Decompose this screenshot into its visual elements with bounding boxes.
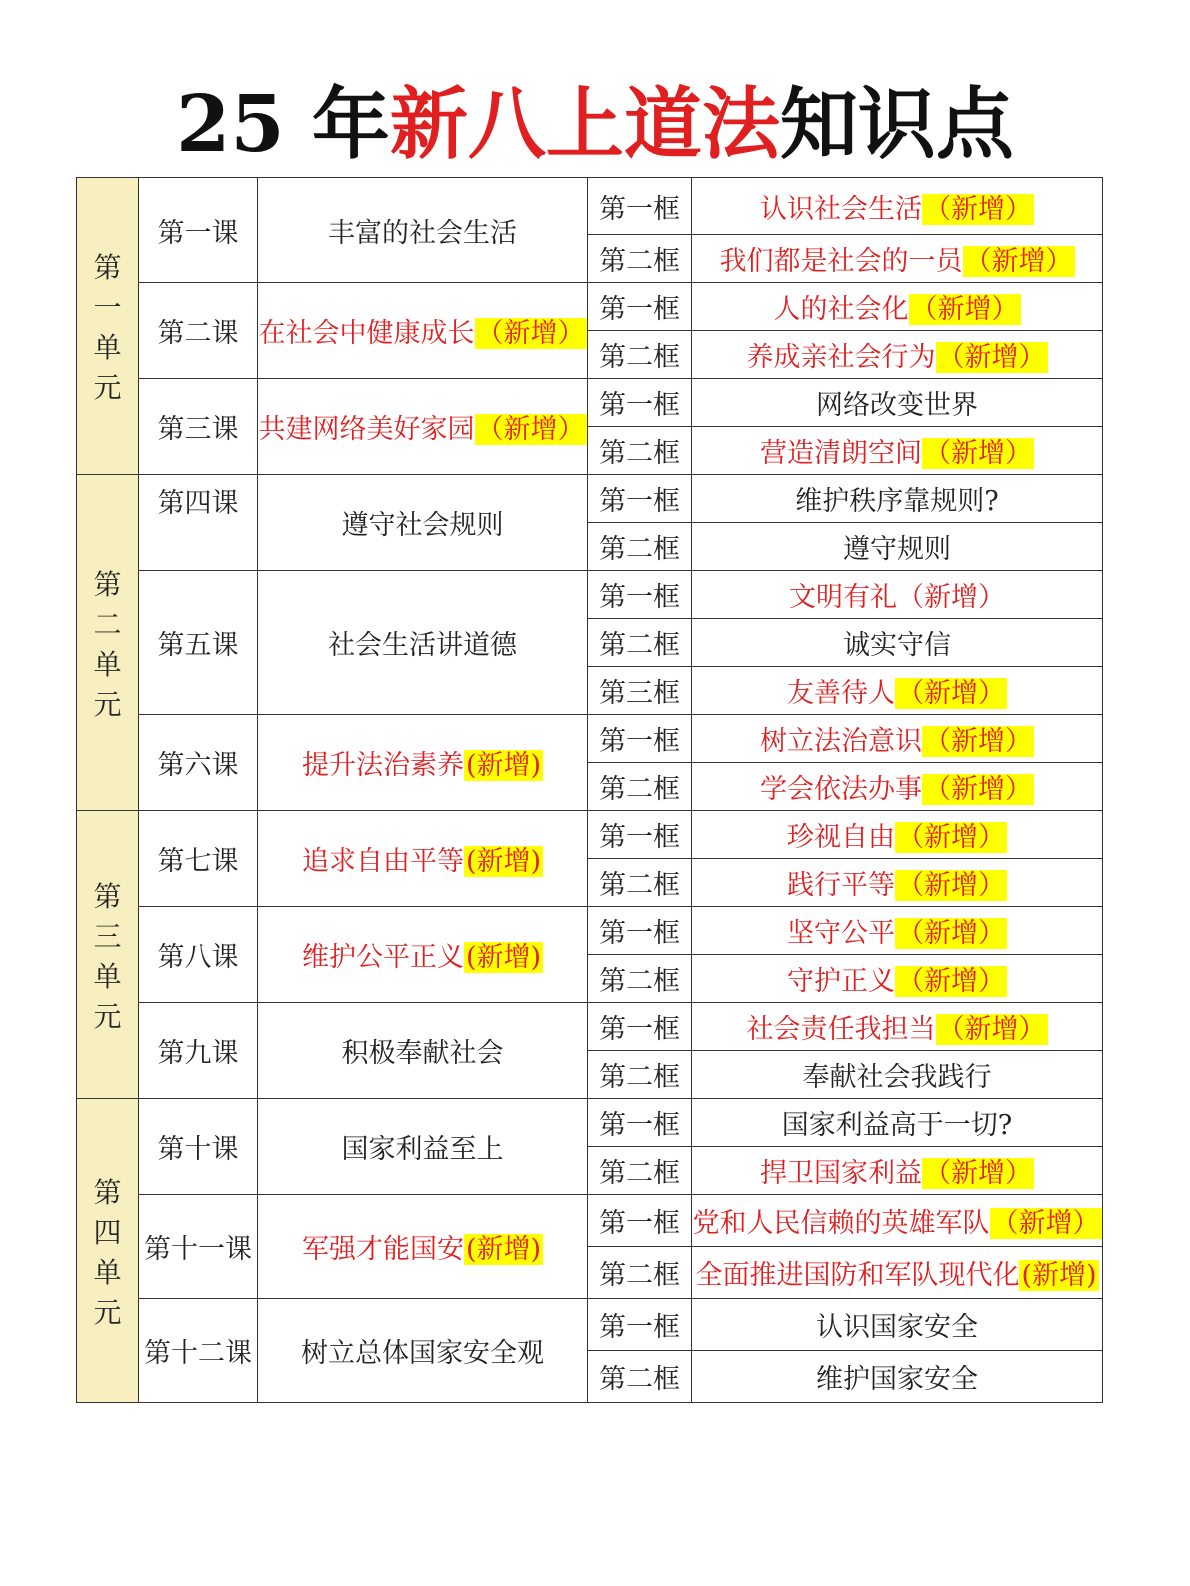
- lesson-number: [139, 379, 258, 475]
- title-highlight: 新八上道法: [389, 79, 780, 170]
- new-tag: （新增）: [897, 966, 1005, 997]
- frame-name: [692, 907, 1103, 955]
- frame-number-text: 第一框: [599, 1110, 680, 1141]
- frame-name: [692, 1299, 1103, 1351]
- frame-number-text: 第一框: [599, 193, 680, 225]
- frame-number-text: 第二框: [599, 534, 680, 565]
- frame-number-text: 第一框: [599, 918, 680, 949]
- frame-name-text: 认识国家安全: [816, 1312, 978, 1343]
- new-tag: (新增): [465, 750, 542, 781]
- frame-name: [692, 667, 1103, 715]
- frame-number-text: 第一框: [599, 390, 680, 421]
- table-row: [77, 1195, 1103, 1247]
- frame-number: [588, 331, 692, 379]
- frame-name-text: 遵守规则: [843, 534, 951, 565]
- lesson-number-text: 第十课: [157, 1134, 239, 1165]
- frame-name: [692, 1051, 1103, 1099]
- frame-number-text: 第一框: [599, 294, 680, 325]
- lesson-name: [258, 178, 588, 283]
- frame-name: [692, 1147, 1103, 1195]
- lesson-name: [258, 571, 588, 715]
- lesson-name: [258, 283, 588, 379]
- frame-name-text: 全面推进国防和军队现代化: [695, 1260, 1020, 1291]
- table-row: [77, 715, 1103, 763]
- frame-name-text: 国家利益高于一切?: [781, 1110, 1013, 1141]
- new-tag: （新增）: [897, 822, 1005, 853]
- table-row: [77, 178, 1103, 235]
- lesson-number: [139, 907, 258, 1003]
- frame-name: [692, 178, 1103, 235]
- frame-name: [692, 1351, 1103, 1403]
- frame-name: [692, 763, 1103, 811]
- frame-name-text: 党和人民信赖的英雄军队: [692, 1208, 990, 1239]
- lesson-number: [139, 1099, 258, 1195]
- frame-name-text: 友善待人: [787, 678, 895, 709]
- frame-number-text: 第二框: [599, 1062, 680, 1093]
- frame-name-text: 认识社会生活: [760, 193, 922, 225]
- lesson-name: [258, 1099, 588, 1195]
- page-title: [0, 80, 1190, 170]
- frame-name: [692, 1003, 1103, 1051]
- table-row: [77, 475, 1103, 523]
- frame-name: [692, 619, 1103, 667]
- unit-char: 二: [93, 607, 122, 641]
- lesson-name: [258, 475, 588, 571]
- frame-number: [588, 283, 692, 331]
- lesson-number: [139, 475, 258, 571]
- frame-name: [692, 523, 1103, 571]
- frame-name-text: 养成亲社会行为: [746, 342, 936, 373]
- lesson-number-text: 第八课: [157, 942, 239, 973]
- frame-number: [588, 1099, 692, 1147]
- lesson-name: [258, 1299, 588, 1403]
- new-tag: （新增）: [964, 246, 1073, 277]
- frame-number-text: 第二框: [599, 342, 680, 373]
- new-tag: (新增): [465, 846, 542, 877]
- new-tag: （新增）: [924, 1158, 1032, 1189]
- new-tag: （新增）: [897, 870, 1005, 901]
- unit-char: 第: [93, 879, 122, 913]
- frame-name: [692, 859, 1103, 907]
- unit-cell: [77, 178, 139, 475]
- new-tag: （新增）: [937, 342, 1046, 373]
- lesson-number-text: 第三课: [157, 414, 239, 445]
- lesson-number-text: 第九课: [157, 1038, 239, 1069]
- frame-name-text: 网络改变世界: [816, 390, 978, 421]
- frame-number-text: 第二框: [599, 774, 680, 805]
- frame-name-text: 珍视自由: [787, 822, 895, 853]
- lesson-name: [258, 715, 588, 811]
- frame-number-text: 第二框: [599, 1364, 680, 1395]
- unit-char: 一: [93, 291, 122, 324]
- frame-number: [588, 1351, 692, 1403]
- frame-number: [588, 178, 692, 235]
- lesson-name: [258, 1195, 588, 1299]
- frame-name-text: 坚守公平: [787, 918, 895, 949]
- new-tag: （新增）: [991, 1208, 1100, 1239]
- frame-name-text: 树立法治意识: [760, 726, 922, 757]
- lesson-name-text: 树立总体国家安全观: [301, 1338, 544, 1369]
- frame-number: [588, 667, 692, 715]
- frame-number: [588, 1247, 692, 1299]
- unit-char: 单: [93, 331, 122, 364]
- unit-char: 元: [93, 371, 122, 404]
- lesson-number-text: 第十一课: [144, 1234, 252, 1265]
- lesson-name: [258, 1003, 588, 1099]
- title-pre: 25 年: [176, 79, 390, 170]
- new-tag: （新增）: [897, 918, 1005, 949]
- frame-number: [588, 907, 692, 955]
- frame-number: [588, 1147, 692, 1195]
- unit-char: 三: [93, 919, 122, 953]
- lesson-name-text: 提升法治素养: [301, 750, 464, 781]
- frame-number-text: 第一框: [599, 822, 680, 853]
- frame-number-text: 第二框: [599, 630, 680, 661]
- frame-name-text: 维护秩序靠规则?: [795, 486, 999, 517]
- unit-char: 元: [93, 687, 122, 721]
- lesson-name-text: 社会生活讲道德: [328, 630, 517, 661]
- table-row: [77, 811, 1103, 859]
- frame-name: [692, 1195, 1103, 1247]
- frame-name: [692, 379, 1103, 427]
- frame-name-text: 营造清朗空间: [760, 438, 922, 469]
- frame-number-text: 第一框: [599, 726, 680, 757]
- frame-name: [692, 1247, 1103, 1299]
- frame-number: [588, 379, 692, 427]
- new-tag: (新增): [465, 942, 542, 973]
- frame-number-text: 第一框: [599, 1014, 680, 1045]
- unit-char: 第: [93, 1175, 122, 1209]
- lesson-name-text: 积极奉献社会: [341, 1038, 504, 1069]
- lesson-number: [139, 178, 258, 283]
- unit-label: [77, 563, 138, 723]
- frame-name-text: 践行平等: [787, 870, 895, 901]
- lesson-number: [139, 1003, 258, 1099]
- unit-char: 第: [93, 567, 122, 601]
- table-row: [77, 907, 1103, 955]
- lesson-number: [139, 715, 258, 811]
- frame-number: [588, 763, 692, 811]
- lesson-name-text: 追求自由平等: [301, 846, 464, 877]
- lesson-number-text: 第一课: [157, 217, 239, 249]
- new-tag: （新增）: [910, 294, 1019, 325]
- new-tag: （新增）: [937, 1014, 1046, 1045]
- lesson-name: [258, 811, 588, 907]
- frame-number: [588, 715, 692, 763]
- unit-char: 元: [93, 1295, 122, 1329]
- lesson-name-text: 丰富的社会生活: [328, 217, 517, 249]
- unit-label: [77, 246, 138, 406]
- knowledge-table: [76, 177, 1103, 1403]
- frame-number: [588, 859, 692, 907]
- lesson-name-text: 在社会中健康成长: [258, 318, 475, 349]
- table-row: [77, 1299, 1103, 1351]
- unit-char: 第: [93, 251, 122, 284]
- lesson-number: [139, 1195, 258, 1299]
- frame-name-text: 人的社会化: [773, 294, 909, 325]
- frame-name: [692, 427, 1103, 475]
- lesson-number-text: 第六课: [157, 750, 239, 781]
- new-tag: （新增）: [924, 774, 1032, 805]
- frame-number: [588, 1051, 692, 1099]
- frame-number-text: 第一框: [599, 1208, 680, 1239]
- unit-char: 单: [93, 1255, 122, 1289]
- new-tag: （新增）: [924, 438, 1032, 469]
- frame-number: [588, 619, 692, 667]
- unit-cell: [77, 475, 139, 811]
- new-tag: (新增): [465, 1234, 542, 1265]
- unit-cell: [77, 1099, 139, 1403]
- unit-char: 四: [93, 1215, 122, 1249]
- new-tag: （新增）: [476, 318, 585, 349]
- frame-number: [588, 475, 692, 523]
- frame-number: [588, 235, 692, 283]
- frame-name-text: 诚实守信: [843, 630, 951, 661]
- lesson-name-text: 维护公平正义: [301, 942, 464, 973]
- frame-number: [588, 427, 692, 475]
- lesson-number-text: 第四课: [157, 488, 239, 519]
- table-row: [77, 1003, 1103, 1051]
- frame-number-text: 第三框: [599, 678, 680, 709]
- unit-char: 单: [93, 647, 122, 681]
- frame-number-text: 第二框: [599, 438, 680, 469]
- frame-name-text: 捍卫国家利益: [760, 1158, 922, 1189]
- new-tag: （新增）: [476, 414, 585, 445]
- frame-name: [692, 715, 1103, 763]
- frame-number: [588, 1299, 692, 1351]
- frame-name-text: 文明有礼（新增）: [789, 582, 1005, 613]
- frame-number-text: 第二框: [599, 1158, 680, 1189]
- lesson-name-text: 国家利益至上: [341, 1134, 504, 1165]
- new-tag: (新增): [1021, 1260, 1097, 1291]
- frame-number-text: 第一框: [599, 486, 680, 517]
- frame-name: [692, 475, 1103, 523]
- frame-name: [692, 811, 1103, 859]
- lesson-number-text: 第十二课: [144, 1338, 252, 1369]
- frame-name: [692, 1099, 1103, 1147]
- frame-name-text: 我们都是社会的一员: [719, 246, 963, 277]
- frame-name-text: 守护正义: [787, 966, 895, 997]
- lesson-name: [258, 907, 588, 1003]
- frame-number: [588, 523, 692, 571]
- table-row: [77, 1099, 1103, 1147]
- lesson-name: [258, 379, 588, 475]
- frame-name-text: 学会依法办事: [760, 774, 922, 805]
- lesson-name-text: 共建网络美好家园: [258, 414, 475, 445]
- lesson-number-text: 第七课: [157, 846, 239, 877]
- frame-name: [692, 235, 1103, 283]
- lesson-number-text: 第五课: [157, 630, 239, 661]
- frame-number-text: 第二框: [599, 246, 680, 277]
- frame-name: [692, 955, 1103, 1003]
- new-tag: （新增）: [924, 193, 1032, 225]
- table-row: [77, 283, 1103, 331]
- frame-number-text: 第二框: [599, 966, 680, 997]
- frame-name: [692, 571, 1103, 619]
- unit-label: [77, 1171, 138, 1331]
- table-row: [77, 379, 1103, 427]
- frame-number: [588, 1003, 692, 1051]
- frame-name: [692, 331, 1103, 379]
- frame-name-text: 奉献社会我践行: [802, 1062, 992, 1093]
- unit-cell: [77, 811, 139, 1099]
- frame-number-text: 第一框: [599, 582, 680, 613]
- frame-number: [588, 811, 692, 859]
- unit-label: [77, 875, 138, 1035]
- frame-name-text: 维护国家安全: [816, 1364, 978, 1395]
- lesson-number: [139, 811, 258, 907]
- frame-number-text: 第二框: [599, 1260, 680, 1291]
- title-post: 知识点: [779, 79, 1014, 170]
- lesson-number: [139, 571, 258, 715]
- lesson-number-text: 第二课: [157, 318, 239, 349]
- unit-char: 元: [93, 999, 122, 1033]
- frame-number: [588, 571, 692, 619]
- frame-number: [588, 1195, 692, 1247]
- unit-char: 单: [93, 959, 122, 993]
- frame-number: [588, 955, 692, 1003]
- frame-number-text: 第二框: [599, 870, 680, 901]
- new-tag: （新增）: [924, 726, 1032, 757]
- table-row: [77, 571, 1103, 619]
- frame-name-text: 社会责任我担当: [746, 1014, 936, 1045]
- lesson-number: [139, 283, 258, 379]
- lesson-name-text: 遵守社会规则: [341, 510, 504, 541]
- new-tag: （新增）: [897, 678, 1005, 709]
- lesson-number: [139, 1299, 258, 1403]
- frame-number-text: 第一框: [599, 1312, 680, 1343]
- lesson-name-text: 军强才能国安: [301, 1234, 464, 1265]
- frame-name: [692, 283, 1103, 331]
